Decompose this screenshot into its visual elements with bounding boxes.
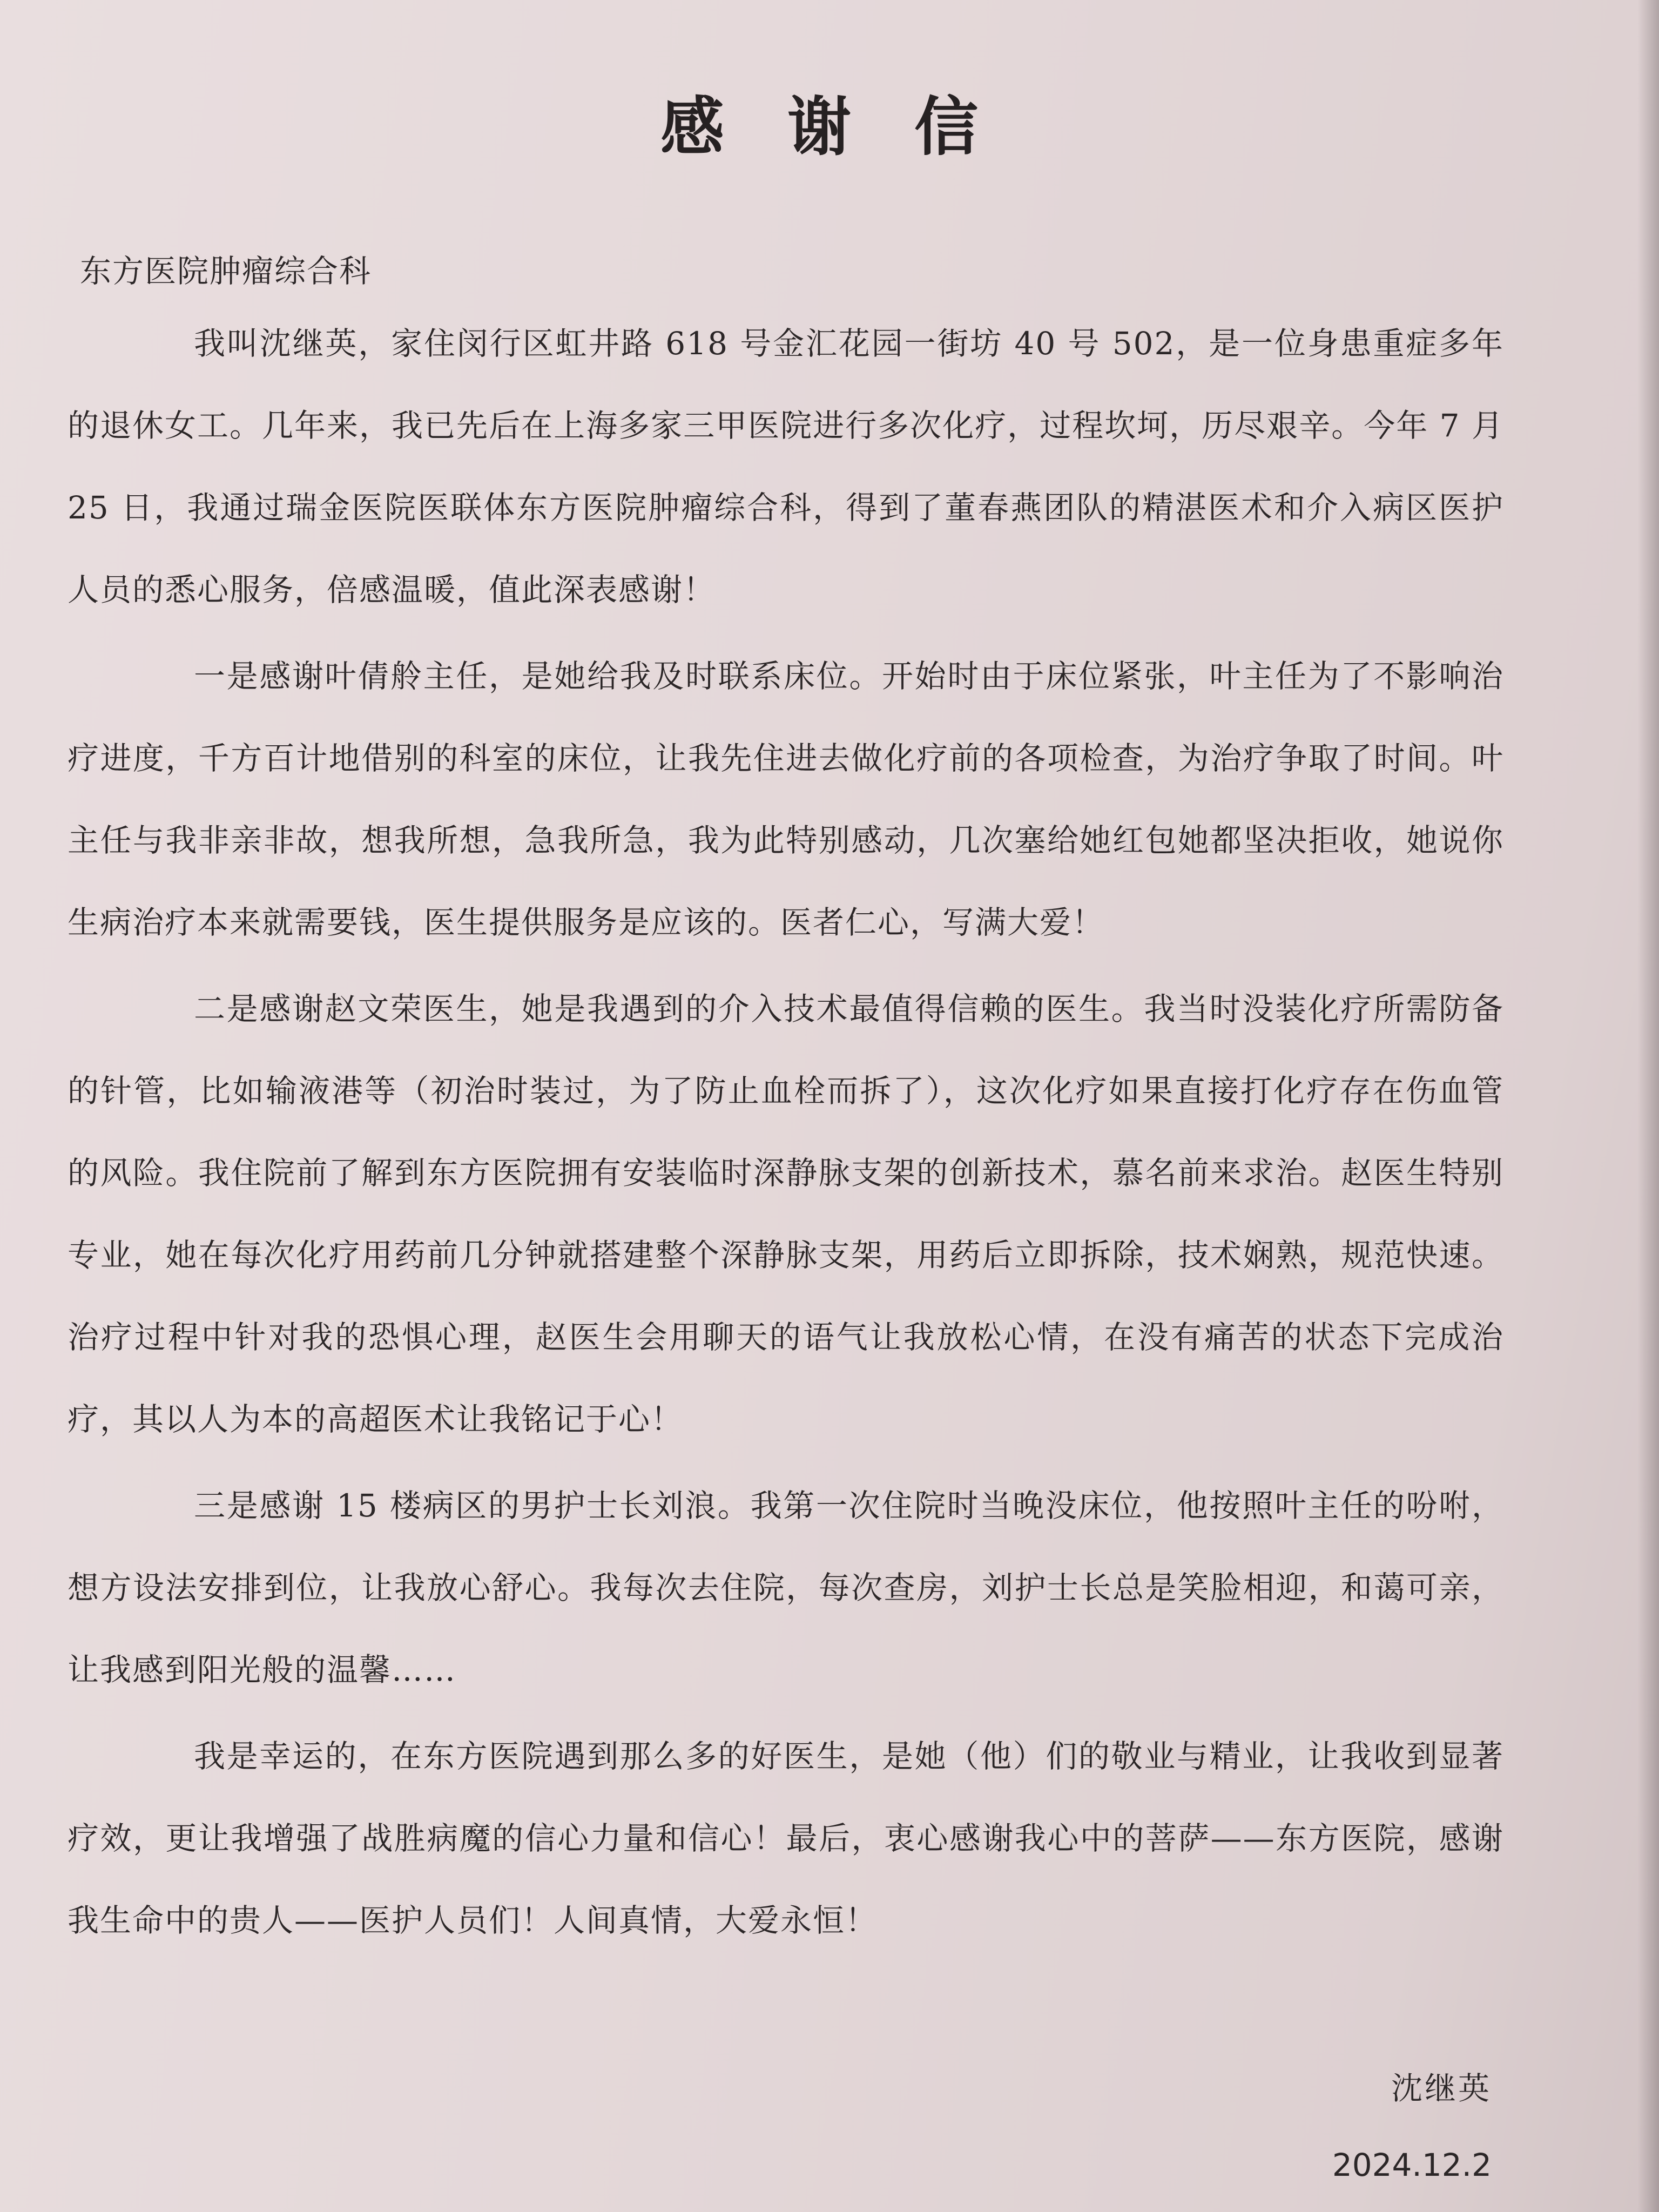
paragraph-thanks-head-nurse: 三是感谢 15 楼病区的男护士长刘浪。我第一次住院时当晚没床位，他按照叶主任的吩咐，想方设法安排到位，让我放心舒心。我每次去住院，每次查房，刘护士长总是笑脸相迎，和蔼可亲，让我感到阳光般的温馨…… (68, 1487, 1504, 1688)
paragraph-thanks-doctor: 二是感谢赵文荣医生，她是我遇到的介入技术最值得信赖的医生。我当时没装化疗所需防备的针管，比如输液港等（初治时装过，为了防止血栓而拆了），这次化疗如果直接打化疗存在伤血管的风险。我住院前了解到东方医院拥有安装临时深静脉支架的创新技术，慕名前来求治。赵医生特别专业，她在每次化疗用药前几分钟就搭建整个深静脉支架，用药后立即拆除，技术娴熟，规范快速。治疗过程中针对我的恐惧心理，赵医生会用聊天的语气让我放松心情，在没有痛苦的状态下完成治疗，其以人为本的高超医术让我铭记于心！ (68, 990, 1504, 1438)
paragraph-thanks-director: 一是感谢叶倩舲主任，是她给我及时联系床位。开始时由于床位紧张，叶主任为了不影响治疗进度，千方百计地借别的科室的床位，让我先住进去做化疗前的各项检查，为治疗争取了时间。叶主任与我非亲非故，想我所想，急我所急，我为此特别感动，几次塞给她红包她都坚决拒收，她说你生病治疗本来就需要钱，医生提供服务是应该的。医者仁心，写满大爱！ (68, 658, 1504, 941)
letter-signature: 沈继英 (1391, 2070, 1492, 2107)
paragraph-closing: 我是幸运的，在东方医院遇到那么多的好医生，是她（他）们的敬业与精业，让我收到显著疗效，更让我增强了战胜病魔的信心力量和信心！最后，衷心感谢我心中的菩萨——东方医院，感谢我生命中的贵人——医护人员们！人间真情，大爱永恒！ (68, 1738, 1504, 1939)
letter-body (68, 302, 1504, 1966)
letter-date: 2024.12.2 (1332, 2147, 1492, 2183)
paper-edge-shadow (1637, 0, 1659, 2212)
paragraph-introduction: 我叫沈继英，家住闵行区虹井路 618 号金汇花园一街坊 40 号 502，是一位身患重症多年的退休女工。几年来，我已先后在上海多家三甲医院进行多次化疗，过程坎坷，历尽艰辛。今年 7 月 25 日，我通过瑞金医院医联体东方医院肿瘤综合科，得到了董春燕团队的精湛医术和介入病区医护人员的悉心服务，倍感温暖，值此深表感谢！ (68, 325, 1504, 608)
letter-addressee: 东方医院肿瘤综合科 (80, 253, 372, 289)
letter-title: 感 谢 信 (660, 90, 999, 164)
